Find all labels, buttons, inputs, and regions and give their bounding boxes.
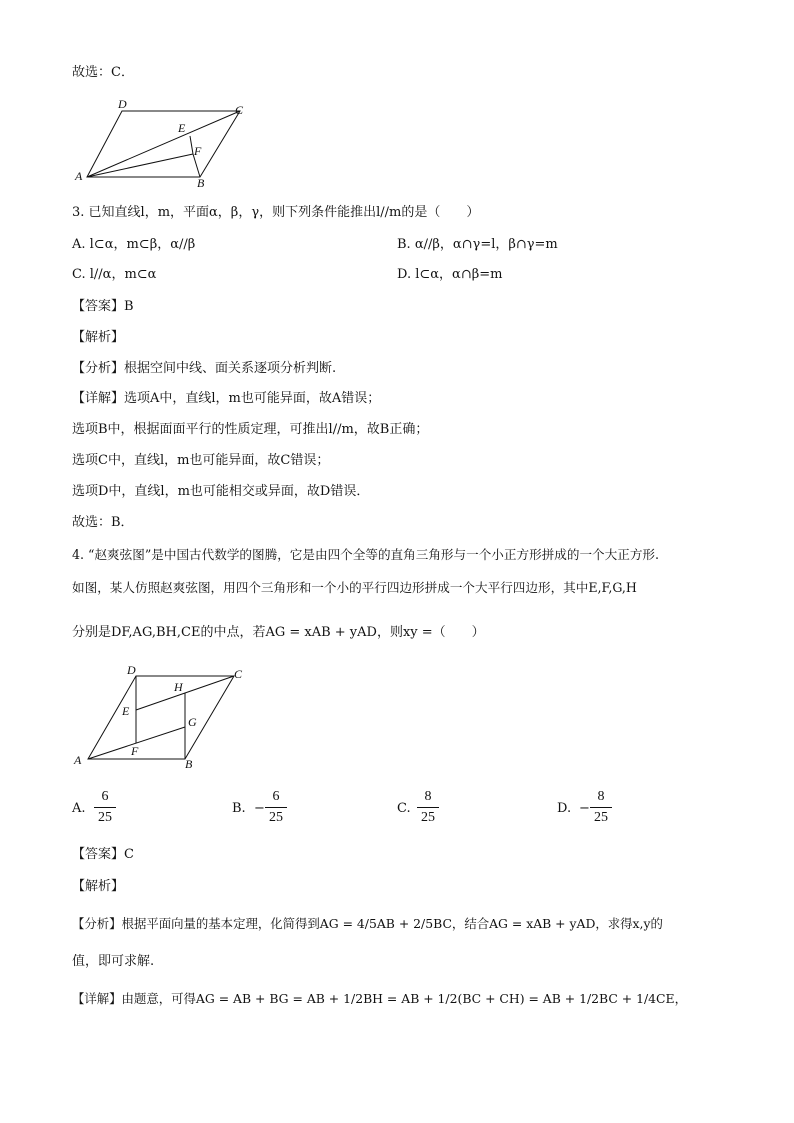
option-letter: B. xyxy=(232,801,246,816)
q3-option-b: B. α//β，α∩γ=l，β∩γ=m xyxy=(397,237,558,252)
label-c: C xyxy=(235,103,244,117)
q3-stem: 3. 已知直线l，m，平面α，β，γ，则下列条件能推出l//m的是（ ） xyxy=(72,205,480,220)
q4-stem-line-2: 如图，某人仿照赵爽弦图，用四个三角形和一个小的平行四边形拼成一个大平行四边形，其中E,F,G,H xyxy=(72,580,637,595)
q4-stem-line-3: 分别是DF,AG,BH,CE的中点，若AG = xAB + yAD，则xy =（ ） xyxy=(72,625,485,640)
q3-conclusion: 故选：B． xyxy=(72,515,134,530)
segment-ef xyxy=(190,136,193,154)
label-e: E xyxy=(122,704,130,718)
label-b: B xyxy=(185,757,193,771)
q4-analysis-line-1: 【分析】根据平面向量的基本定理，化简得到AG = 4/5AB + 2/5BC，结合AG = xAB + yAD，求得x,y的 xyxy=(72,916,663,931)
q3-detail-line-2: 选项B中，根据面面平行的性质定理，可推出l//m，故B正确； xyxy=(72,422,429,437)
option-letter: A. xyxy=(72,801,86,816)
diagonal-ac xyxy=(87,111,240,177)
previous-conclusion: 故选：C． xyxy=(72,65,134,80)
q4-detail: 【详解】由题意，可得AG = AB + BG = AB + 1/2BH = AB + 1/2(BC + CH) = AB + 1/2BC + 1/4CE， xyxy=(72,991,687,1006)
parallelogram-abcd xyxy=(88,676,234,759)
q4-analysis-line-2: 值，即可求解. xyxy=(72,954,155,969)
option-fraction: 8 25 xyxy=(590,788,612,827)
option-sign: − xyxy=(579,801,590,816)
label-d: D xyxy=(127,663,136,677)
q3-detail-line-4: 选项D中，直线l，m也可能相交或异面，故D错误． xyxy=(72,484,370,499)
option-fraction: 6 25 xyxy=(265,788,287,827)
option-sign: − xyxy=(254,801,265,816)
label-f: F xyxy=(131,744,139,758)
option-fraction: 8 25 xyxy=(417,788,439,827)
label-c: C xyxy=(234,667,243,681)
figure-zhaoshuang-parallelogram xyxy=(70,662,260,772)
figure-parallelogram-1 xyxy=(70,98,260,190)
option-letter: C. xyxy=(397,801,411,816)
q3-analysis: 【分析】根据空间中线、面关系逐项分析判断. xyxy=(72,361,337,376)
q4-stem-line-1: 4. “赵爽弦图”是中国古代数学的图腾，它是由四个全等的直角三角形与一个小正方形拼成的一个大正方形. xyxy=(72,547,660,562)
option-fraction: 6 25 xyxy=(94,788,116,827)
q3-analysis-title: 【解析】 xyxy=(72,330,125,345)
label-a: A xyxy=(74,753,82,767)
label-e: E xyxy=(178,121,186,135)
q3-detail-line-3: 选项C中，直线l，m也可能异面，故C错误； xyxy=(72,453,330,468)
q3-option-d: D. l⊂α，α∩β=m xyxy=(397,267,503,282)
label-g: G xyxy=(188,715,197,729)
option-letter: D. xyxy=(557,801,572,816)
q4-analysis-title: 【解析】 xyxy=(72,879,125,894)
q3-option-c: C. l//α，m⊂α xyxy=(72,267,157,282)
segment-af xyxy=(87,154,193,177)
label-a: A xyxy=(75,169,83,183)
q3-answer: 【答案】B xyxy=(72,299,134,314)
q3-option-a: A. l⊂α，m⊂β，α//β xyxy=(72,237,196,252)
q3-detail-line-1: 【详解】选项A中，直线l，m也可能异面，故A错误； xyxy=(72,391,381,406)
q4-answer: 【答案】C xyxy=(72,847,134,862)
label-f: F xyxy=(194,144,202,158)
label-h: H xyxy=(174,680,183,694)
label-b: B xyxy=(197,176,205,190)
label-d: D xyxy=(118,98,127,111)
